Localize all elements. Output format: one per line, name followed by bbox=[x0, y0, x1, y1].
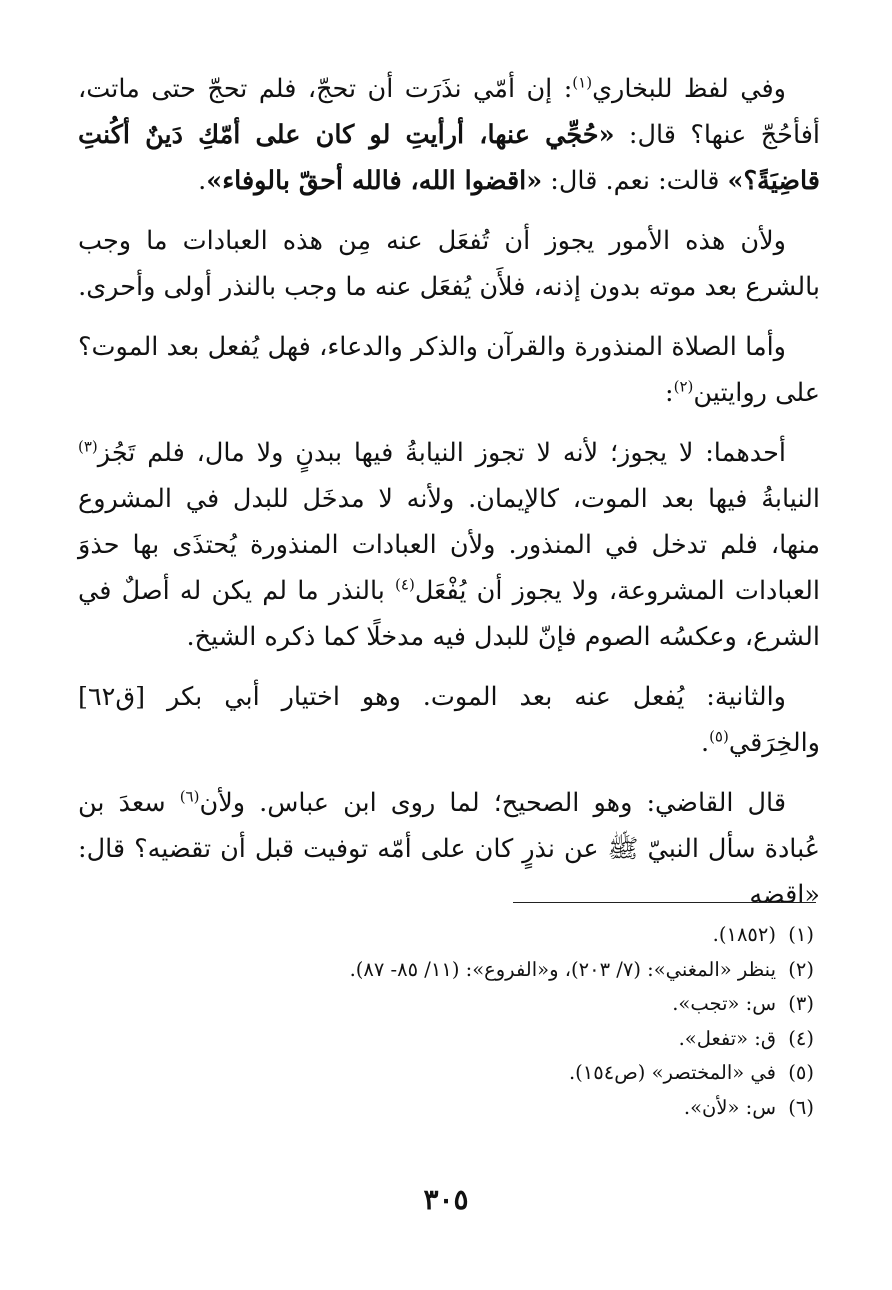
paragraph-6 bbox=[78, 780, 820, 918]
text-span: النيابةُ فيها بعد الموت، كالإيمان. ولأنه لا مدخَل للبدل في المشروع منها، فلم تدخل في المنذور. ولأن العبادات المنذورة يُحتذَى بها حذوَ العبادات المشروعة، ولا يجوز أن يُفْعَل bbox=[78, 484, 821, 606]
footnote-text: (١٨٥٢). bbox=[712, 923, 776, 946]
text-span: وفي لفظ للبخاري bbox=[592, 74, 786, 104]
paragraph-2: ولأن هذه الأمور يجوز أن تُفعَل عنه مِن هذه العبادات ما وجب بالشرع بعد موته بدون إذنه، فلأَن يُفعَل عنه ما وجب بالنذر أولى وأحرى. bbox=[78, 226, 820, 302]
paragraph-4 bbox=[78, 430, 820, 660]
footnote-ref[interactable]: (١) bbox=[572, 73, 593, 92]
footnote-number: (٣) bbox=[788, 992, 814, 1015]
hadith-quote: «اقضوا الله، فالله أحقّ بالوفاء» bbox=[206, 166, 543, 196]
footnote-text: في «المختصر» (ص١٥٤). bbox=[568, 1061, 776, 1084]
paragraph-5 bbox=[78, 674, 820, 766]
text-span: والثانية: يُفعل عنه بعد الموت. وهو اختيار أبي بكر [ق٦٢] والخِرَقي bbox=[78, 682, 820, 758]
hadith-quote: «حُجِّي عنها، أرأيتِ لو كان على أمّكِ دَينٌ أكُنتِ قاضِيَةً؟» bbox=[78, 120, 820, 196]
text-span: . bbox=[198, 166, 207, 196]
footnote-number: (٦) bbox=[788, 1095, 814, 1119]
footnote-number: (٤) bbox=[788, 1026, 814, 1050]
footnote-ref[interactable]: (٣) bbox=[78, 437, 98, 456]
text-span: قال القاضي: وهو الصحيح؛ لما روى ابن عباس. ولأن bbox=[199, 788, 787, 818]
text-span: وأما الصلاة المنذورة والقرآن والذكر والدعاء، فهل يُفعل بعد الموت؟ على روايتين bbox=[78, 332, 820, 408]
text-span: : إن أمّي نذَرَت أن تحجّ، فلم تحجّ حتى ماتت، أفأحُجّ عنها؟ قال: bbox=[78, 74, 820, 150]
text-span: بالنذر ما لم يكن له أصلٌ في الشرع، وعكسُه الصوم فإنّ للبدل فيه مدخلًا كما ذكره الشيخ. bbox=[78, 576, 820, 652]
page-number: ٣٠٥ bbox=[423, 1183, 469, 1216]
main-text bbox=[78, 66, 820, 932]
paragraph-3 bbox=[78, 324, 820, 416]
footnote-text: ينظر «المغني»: (٧/ ٢٠٣)، و«الفروع»: (١١/ ٨٥- ٨٧). bbox=[349, 957, 776, 981]
footnote-ref[interactable]: (٦) bbox=[179, 787, 200, 806]
footnote-number: (٢) bbox=[788, 957, 814, 981]
footnote-ref[interactable]: (٥) bbox=[709, 727, 729, 746]
footnote-divider bbox=[513, 902, 816, 903]
text-span: أحدهما: لا يجوز؛ لأنه لا تجوز النيابةُ فيها ببدنٍ ولا مال، فلم تَجُز bbox=[97, 438, 786, 468]
footnote-item bbox=[120, 1091, 814, 1126]
footnote-number: (٥) bbox=[788, 1061, 814, 1084]
footnote-number: (١) bbox=[788, 923, 814, 946]
footnote-item bbox=[120, 987, 814, 1022]
footnote-ref[interactable]: (٤) bbox=[395, 575, 415, 594]
footnote-ref[interactable]: (٢) bbox=[673, 377, 694, 396]
footnote-text: ق: «تفعل». bbox=[678, 1026, 776, 1050]
footnote-item bbox=[120, 1022, 814, 1057]
footnote-text: س: «تجب». bbox=[672, 992, 776, 1015]
footnote-item bbox=[120, 918, 814, 953]
text-span: . bbox=[700, 728, 710, 758]
footnote-item bbox=[120, 1056, 814, 1091]
text-span: قالت: نعم. قال: bbox=[542, 166, 728, 196]
footnote-text: س: «لأن». bbox=[683, 1095, 776, 1119]
paragraph-1 bbox=[78, 66, 820, 204]
footnotes bbox=[120, 918, 814, 1125]
footnote-item bbox=[120, 953, 814, 988]
text-span: : bbox=[664, 378, 674, 408]
text-span: سعدَ بن عُبادة سأل النبيّ ﷺ عن نذرٍ كان على أمّه توفيت قبل أن تقضيه؟ قال: «اقضه bbox=[78, 788, 820, 910]
